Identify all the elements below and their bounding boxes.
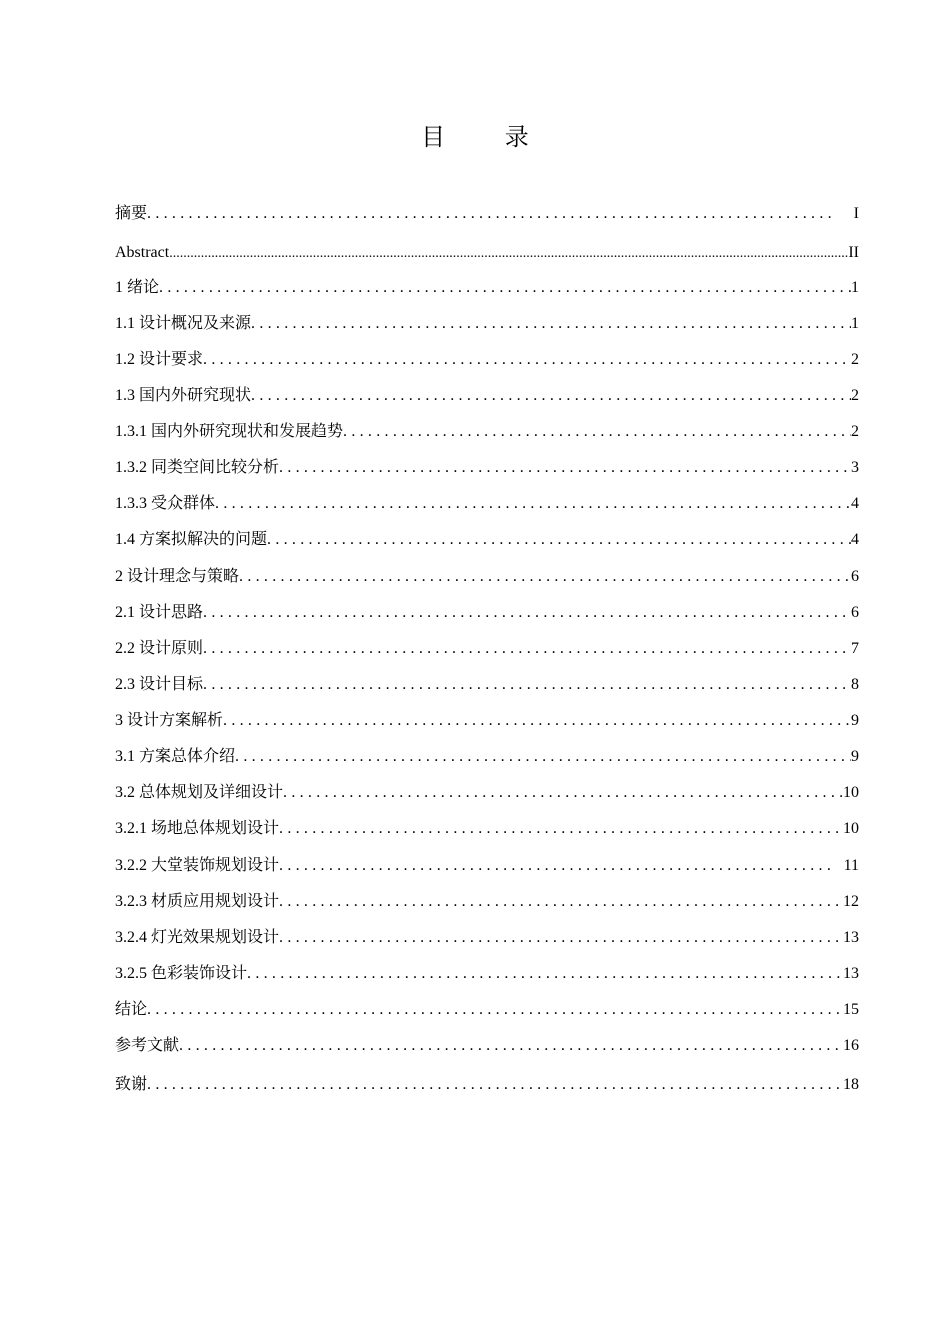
toc-entry-3-2-1[interactable] (115, 815, 859, 843)
toc-leader-dots (279, 888, 843, 916)
toc-entry-abstract-en[interactable] (115, 239, 859, 267)
toc-entry-3-2[interactable] (115, 779, 859, 807)
toc-entry-2[interactable] (115, 563, 859, 591)
toc-entry-page: 6 (851, 568, 859, 585)
toc-entry-label: 1.2 设计要求 (115, 351, 204, 368)
toc-entry-label: 2.1 设计思路 (115, 604, 204, 621)
toc-leader-dots (239, 563, 851, 591)
toc-entry-2-1[interactable] (115, 599, 859, 627)
toc-entry-1-3-2[interactable] (115, 454, 859, 482)
toc-entry-label: 3.2.2 大堂装饰规划设计 (115, 857, 280, 874)
toc-entry-label: 1.3.2 同类空间比较分析 (115, 459, 280, 476)
toc-leader-dots (279, 815, 843, 843)
toc-entry-3-2-3[interactable] (115, 888, 859, 916)
toc-entry-page: 4 (851, 495, 859, 512)
toc-entry-page: 4 (851, 531, 859, 548)
toc-entry-1-3-3[interactable] (115, 490, 859, 518)
toc-entry-1[interactable] (115, 274, 859, 302)
toc-leader-dots (267, 526, 851, 554)
toc-leader-dots (343, 418, 851, 446)
toc-entry-3-2-4[interactable] (115, 924, 859, 952)
toc-entry-page: 6 (851, 604, 859, 621)
toc-entry-page: II (848, 244, 859, 261)
toc-entry-page: 7 (851, 640, 859, 657)
toc-entry-1-4[interactable] (115, 526, 859, 554)
toc-entry-page: I (853, 205, 859, 222)
toc-entry-references[interactable] (115, 1032, 859, 1060)
toc-entry-label: 1.1 设计概况及来源 (115, 315, 252, 332)
toc-entry-abstract-cn[interactable] (115, 200, 859, 228)
toc-entry-3-2-5[interactable] (115, 960, 859, 988)
toc-entry-page: 2 (851, 423, 859, 440)
toc-entry-page: 9 (851, 712, 859, 729)
toc-entry-page: 1 (851, 315, 859, 332)
toc-entry-label: 3.2.5 色彩装饰设计 (115, 965, 248, 982)
toc-leader-dots (223, 707, 851, 735)
toc-entry-page: 3 (851, 459, 859, 476)
toc-entry-page: 18 (843, 1076, 859, 1093)
toc-entry-acknowledgements[interactable] (115, 1071, 859, 1099)
toc-entry-page: 13 (843, 965, 859, 982)
toc-leader-dots (279, 852, 832, 880)
toc-entry-page: 13 (843, 929, 859, 946)
toc-leader-dots (203, 599, 851, 627)
toc-entry-label: 3.2 总体规划及详细设计 (115, 784, 284, 801)
page-title: 目 录 (421, 123, 555, 151)
toc-entry-page: 2 (851, 387, 859, 404)
toc-entry-label: 3.1 方案总体介绍 (115, 748, 236, 765)
toc-entry-label: 2.2 设计原则 (115, 640, 204, 657)
toc-entry-label: 3.2.1 场地总体规划设计 (115, 820, 280, 837)
toc-leader-dots (279, 924, 843, 952)
toc-leader-dots (203, 671, 851, 699)
toc-entry-page: 15 (843, 1001, 859, 1018)
toc-leader-dots (203, 346, 851, 374)
toc-leader-dots (203, 635, 851, 663)
toc-entry-1-3[interactable] (115, 382, 859, 410)
toc-leader-dots (279, 454, 851, 482)
toc-entry-2-3[interactable] (115, 671, 859, 699)
toc-entry-page: 16 (843, 1037, 859, 1054)
toc-entry-page: 1 (851, 279, 859, 296)
toc-entry-3-2-2[interactable] (115, 852, 859, 880)
toc-leader-dots (247, 960, 843, 988)
toc-entry-label: 2.3 设计目标 (115, 676, 204, 693)
toc-entry-page: 9 (851, 748, 859, 765)
toc-leader-dots (169, 240, 848, 268)
toc-entry-page: 8 (851, 676, 859, 693)
toc-leader-dots (215, 490, 851, 518)
toc-leader-dots (179, 1032, 843, 1060)
toc-leader-dots (147, 200, 835, 228)
toc-entry-3-1[interactable] (115, 743, 859, 771)
toc-entry-1-3-1[interactable] (115, 418, 859, 446)
toc-entry-label: 参考文献 (115, 1037, 180, 1054)
toc-entry-1-2[interactable] (115, 346, 859, 374)
toc-entry-label: 3.2.3 材质应用规划设计 (115, 893, 280, 910)
toc-entry-label: 致谢 (115, 1076, 148, 1093)
toc-entry-conclusion[interactable] (115, 996, 859, 1024)
toc-leader-dots (147, 996, 843, 1024)
toc-entry-page: 11 (843, 857, 859, 874)
toc-entry-label: 摘要 (115, 205, 148, 222)
toc-entry-page: 10 (843, 820, 859, 837)
toc-leader-dots (147, 1071, 843, 1099)
toc-entry-label: 1 绪论 (115, 279, 160, 296)
toc-entry-label: 2 设计理念与策略 (115, 568, 240, 585)
toc-leader-dots (283, 779, 843, 807)
toc-entry-page: 10 (843, 784, 859, 801)
toc-entry-label: 1.3.3 受众群体 (115, 495, 216, 512)
toc-entry-label: Abstract (115, 244, 170, 261)
toc-entry-3[interactable] (115, 707, 859, 735)
toc-leader-dots (251, 310, 851, 338)
toc-entry-label: 1.3.1 国内外研究现状和发展趋势 (115, 423, 344, 440)
toc-entry-label: 结论 (115, 1001, 148, 1018)
toc-entry-page: 2 (851, 351, 859, 368)
toc-entry-1-1[interactable] (115, 310, 859, 338)
toc-leader-dots (251, 382, 851, 410)
toc-entry-page: 12 (843, 893, 859, 910)
toc-entry-label: 1.4 方案拟解决的问题 (115, 531, 268, 548)
toc-entry-label: 3 设计方案解析 (115, 712, 224, 729)
toc-leader-dots (159, 274, 851, 302)
toc-entry-label: 3.2.4 灯光效果规划设计 (115, 929, 280, 946)
toc-entry-label: 1.3 国内外研究现状 (115, 387, 252, 404)
toc-leader-dots (235, 743, 851, 771)
toc-entry-2-2[interactable] (115, 635, 859, 663)
